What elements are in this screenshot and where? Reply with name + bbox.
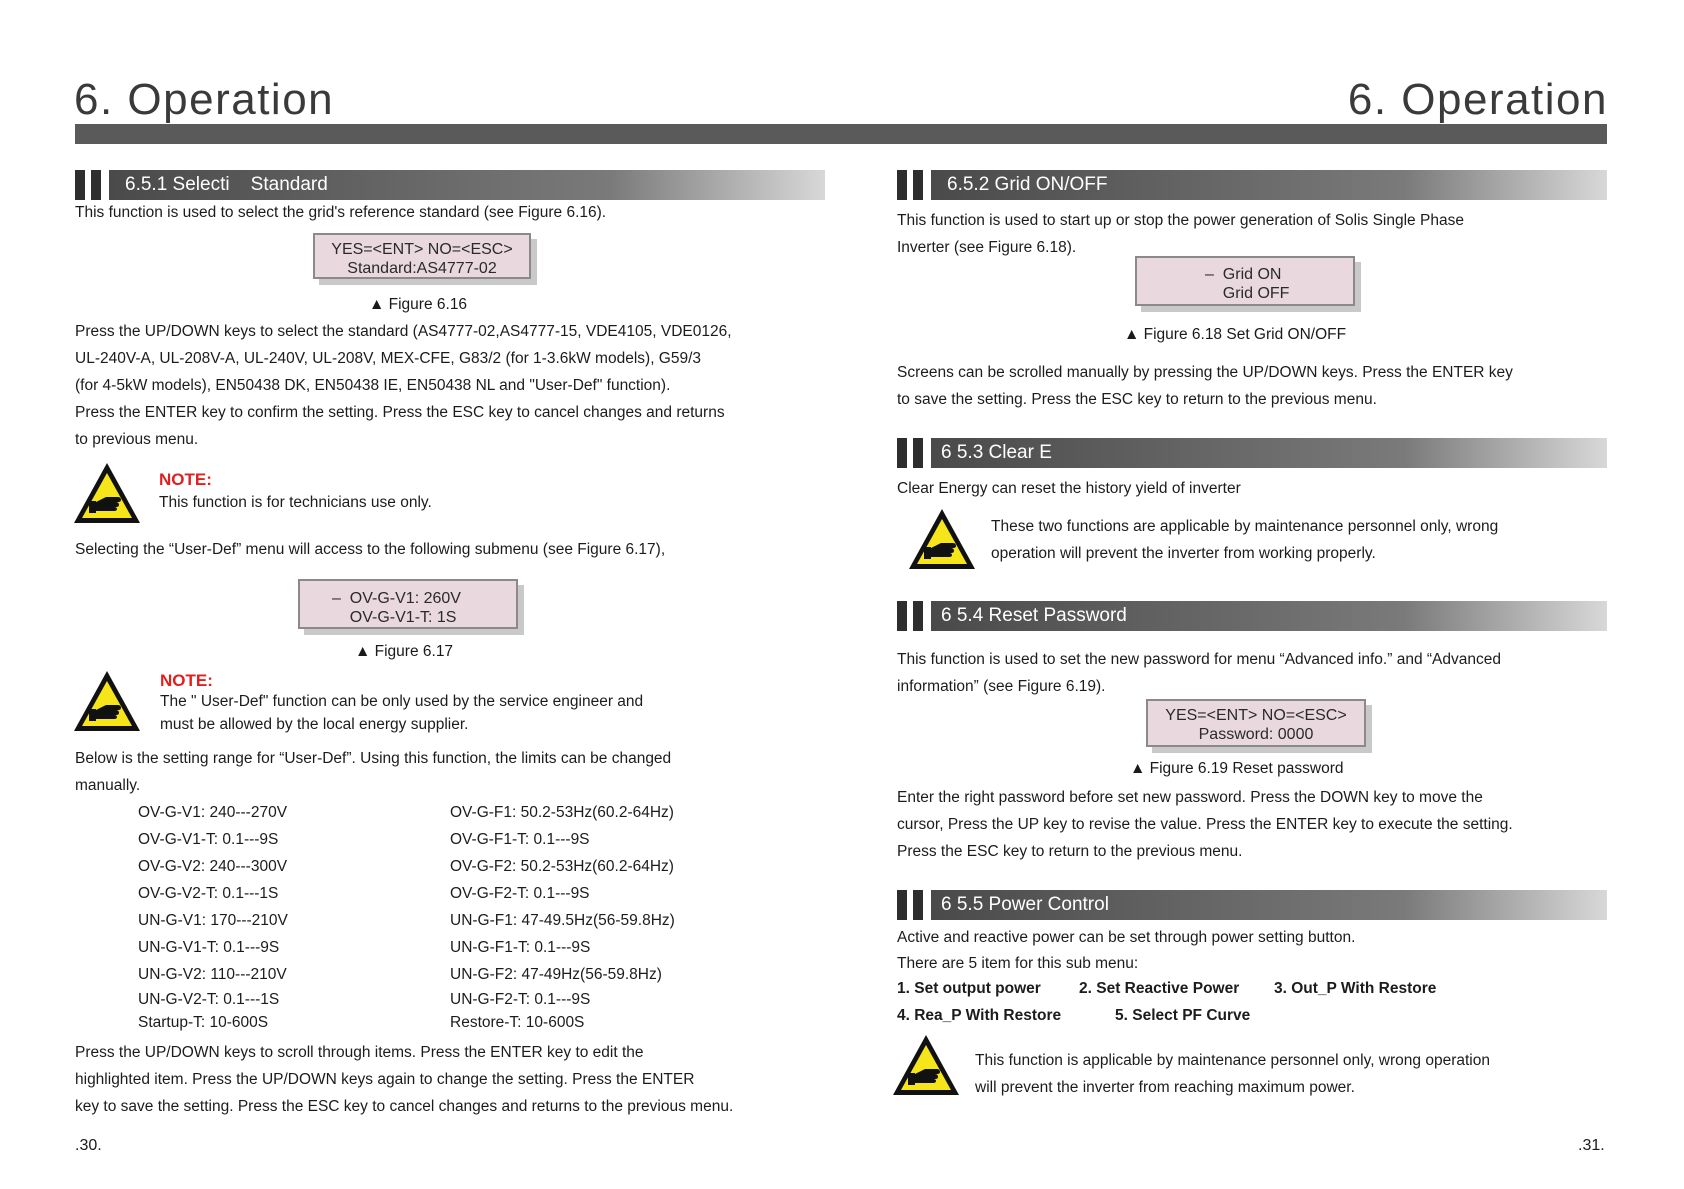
param-item: OV-G-F2: 50.2-53Hz(60.2-64Hz) [450,858,674,875]
section-header-6-5-2 [897,170,1607,200]
warning-hand-icon [891,1033,961,1097]
page-number-left: .30. [75,1137,102,1154]
title-divider-bar [75,124,1607,144]
figure-caption: ▲ Figure 6.16 [369,296,468,313]
param-item: OV-G-F1: 50.2-53Hz(60.2-64Hz) [450,804,674,821]
note-title: NOTE: [159,470,212,489]
text-line: This function is used to set the new password for menu “Advanced info.” and “Advanced [897,651,1501,668]
text-line: UL-240V-A, UL-208V-A, UL-240V, UL-208V, MEX-CFE, G83/2 (for 1-3.6kW models), G59/3 [75,350,702,367]
param-item: UN-G-F2: 47-49Hz(56-59.8Hz) [450,966,662,983]
lcd-line: Standard:AS4777-02 [347,260,497,277]
lcd-line: YES=<ENT> NO=<ESC> [1165,707,1347,724]
text-line: must be allowed by the local energy supplier. [160,716,469,733]
text-line: to previous menu. [75,431,199,448]
section-title: 6 5.5 Power Control [941,894,1109,915]
lcd-line: – Grid ON [1205,266,1282,283]
note-text [160,690,643,736]
menu-item: 3. Out_P With Restore [1274,980,1437,997]
lcd-figure-6-17 [298,579,518,629]
section-header-6-5-4 [897,601,1607,631]
section-title: 6 5.4 Reset Password [941,605,1127,626]
paragraph-scroll [75,1039,855,1120]
paragraph-standards [75,318,835,453]
param-item: UN-G-V1: 170---210V [138,912,288,929]
text-line: Enter the right password before set new password. Press the DOWN key to move the [897,789,1483,806]
lcd-figure-6-16 [313,233,531,279]
text-line: These two functions are applicable by maintenance personnel only, wrong [991,518,1499,535]
figure-caption: ▲ Figure 6.19 Reset password [1130,760,1344,777]
param-item: UN-G-V2: 110---210V [138,966,287,983]
section-title: 6.5.2 Grid ON/OFF [947,174,1108,195]
setting-range-intro [75,745,671,799]
menu-item: 5. Select PF Curve [1115,1007,1251,1024]
params-right-column [450,799,675,1034]
section-header-6-5-3 [897,438,1607,468]
text-line: Press the UP/DOWN keys to scroll through items. Press the ENTER key to edit the [75,1044,644,1061]
text-line: The " User-Def" function can be only used by the service engineer and [160,693,644,710]
param-item: UN-G-V2-T: 0.1---1S [138,991,280,1008]
menu-item: 2. Set Reactive Power [1079,980,1240,997]
note-title: NOTE: [160,671,213,690]
text-line: Press the ENTER key to confirm the setting. Press the ESC key to cancel changes and returns [75,404,725,421]
figure-caption: ▲ Figure 6.18 Set Grid ON/OFF [1124,326,1347,343]
grid-onoff-intro [897,207,1464,261]
clear-energy-text: Clear Energy can reset the history yield of inverter [897,480,1241,497]
text-line: Press the UP/DOWN keys to select the standard (AS4777-02,AS4777-15, VDE4105, VDE0126, [75,323,732,340]
text-line: There are 5 item for this sub menu: [897,955,1139,972]
text-line: Inverter (see Figure 6.18). [897,239,1077,256]
param-item: UN-G-F2-T: 0.1---9S [450,991,591,1008]
warning-hand-icon [72,669,142,733]
text-line: highlighted item. Press the UP/DOWN keys again to change the setting. Press the ENTER [75,1071,695,1088]
text-line: operation will prevent the inverter from working properly. [991,545,1376,562]
param-item: Restore-T: 10-600S [450,1014,585,1031]
text-line: This function is used to start up or stop the power generation of Solis Single Phase [897,212,1464,229]
text-line: Below is the setting range for “User-Def”. Using this function, the limits can be changed [75,750,672,767]
text-line: to save the setting. Press the ESC key to return to the previous menu. [897,391,1377,408]
intro-text: This function is used to select the grid's reference standard (see Figure 6.16). [75,204,607,221]
param-item: UN-G-V1-T: 0.1---9S [138,939,280,956]
param-item: OV-G-V1-T: 0.1---9S [138,831,279,848]
lcd-line: YES=<ENT> NO=<ESC> [331,241,513,258]
figure-caption: ▲ Figure 6.17 [355,643,454,660]
param-item: Startup-T: 10-600S [138,1014,269,1031]
param-item: OV-G-F2-T: 0.1---9S [450,885,590,902]
warning-text [991,513,1498,567]
text-line: Press the ESC key to return to the previous menu. [897,843,1243,860]
lcd-figure-6-18 [1135,256,1355,306]
text-line: Active and reactive power can be set through power setting button. [897,929,1356,946]
param-item: OV-G-V2-T: 0.1---1S [138,885,279,902]
lcd-line: Grid OFF [1205,285,1290,302]
text-line: key to save the setting. Press the ESC key to cancel changes and returns to the previous menu. [75,1098,734,1115]
lcd-figure-6-19 [1146,699,1366,747]
text-line: cursor, Press the UP key to revise the value. Press the ENTER key to execute the setting. [897,816,1513,833]
page-title-left: 6. Operation [74,75,335,124]
warning-hand-icon [72,461,142,525]
lcd-line: Password: 0000 [1198,726,1314,743]
page-title-right: 6. Operation [1347,75,1608,124]
warning-hand-icon [907,507,977,571]
user-def-text: Selecting the “User-Def” menu will access to the following submenu (see Figure 6.17), [75,541,666,558]
section-title: 6 5.3 Clear E [941,442,1052,463]
section-header-6-5-1 [75,170,825,200]
param-item: UN-G-F1-T: 0.1---9S [450,939,591,956]
lcd-line: OV-G-V1-T: 1S [332,609,457,626]
text-line: (for 4-5kW models), EN50438 DK, EN50438 IE, EN50438 NL and "User-Def" function). [75,377,671,394]
param-item: OV-G-F1-T: 0.1---9S [450,831,590,848]
menu-item: 4. Rea_P With Restore [897,1007,1062,1024]
page-number-right: .31. [1578,1137,1605,1154]
menu-item: 1. Set output power [897,980,1041,997]
reset-password-intro [897,646,1501,700]
lcd-line: – OV-G-V1: 260V [332,590,461,607]
reset-password-para [897,784,1513,865]
text-line: This function is applicable by maintenance personnel only, wrong operation [975,1052,1490,1069]
text-line: will prevent the inverter from reaching maximum power. [975,1079,1355,1096]
params-left-column [138,799,288,1034]
power-control-intro [897,924,1355,977]
param-item: OV-G-V1: 240---270V [138,804,288,821]
text-line: information” (see Figure 6.19). [897,678,1106,695]
note-text: This function is for technicians use only. [159,494,432,511]
warning-text [975,1047,1490,1101]
text-line: Screens can be scrolled manually by pressing the UP/DOWN keys. Press the ENTER key [897,364,1513,381]
param-item: OV-G-V2: 240---300V [138,858,288,875]
grid-onoff-para [897,359,1513,413]
section-title: 6.5.1 Selecti Standard [125,174,328,195]
param-item: UN-G-F1: 47-49.5Hz(56-59.8Hz) [450,912,675,929]
section-header-6-5-5 [897,890,1607,920]
text-line: manually. [75,777,141,794]
